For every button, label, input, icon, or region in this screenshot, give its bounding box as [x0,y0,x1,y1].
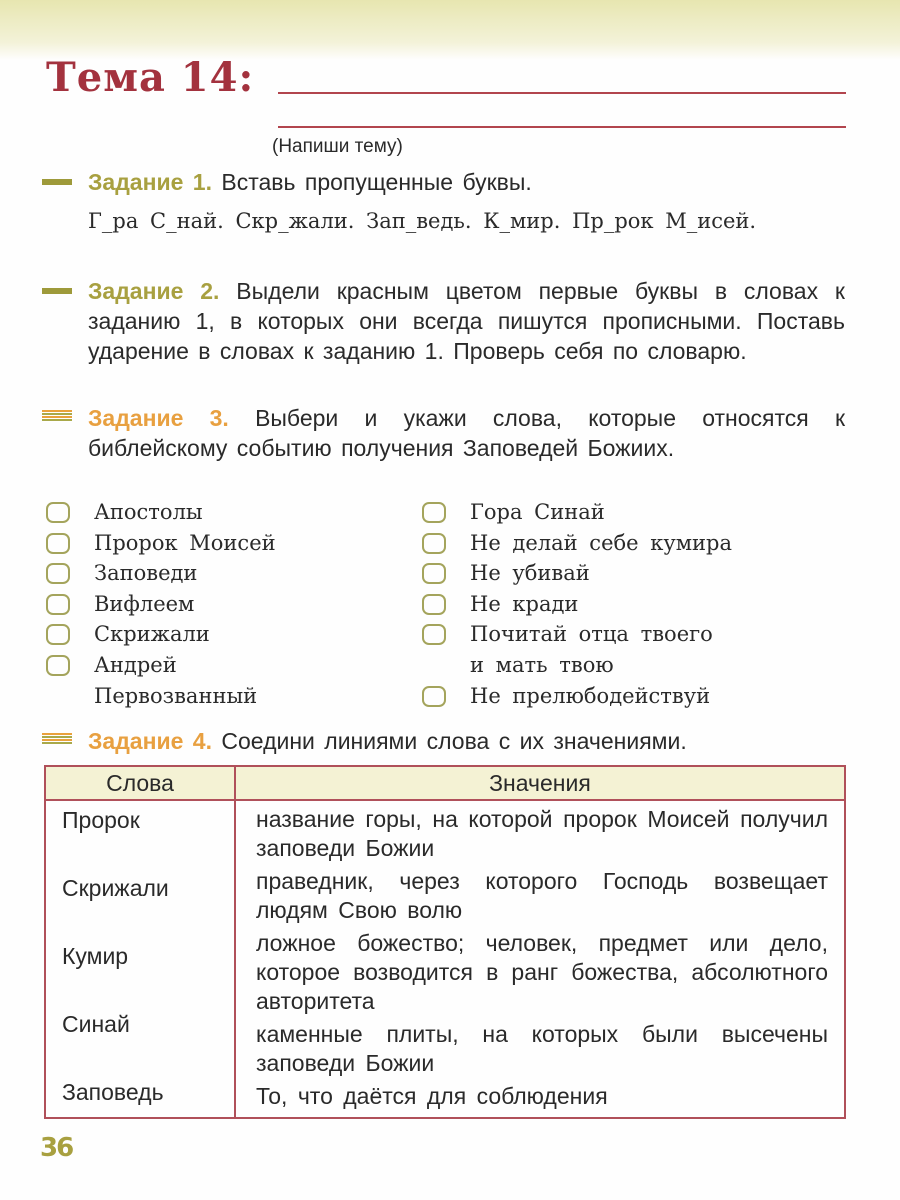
checkbox[interactable] [422,624,446,645]
task-marker [42,410,72,422]
task-text: Выбери и укажи слова, которые относятся к библейскому событию получения Заповедей Божиих. [88,405,846,461]
option-continuation: и мать твою [470,652,614,677]
option[interactable]: Почитай отца твоего [422,619,732,650]
task-text: Соедини линиями слова с их значениями. [221,728,687,754]
option[interactable]: Не делай себе кумира [422,528,732,559]
topic-hint: (Напиши тему) [272,136,403,157]
option[interactable]: Вифлеем [46,589,276,620]
word[interactable]: Заповедь [62,1079,164,1105]
options-right [422,497,732,711]
matching-table [44,765,846,1119]
page-title: Тема 14: [46,54,255,101]
task-marker [42,733,72,745]
checkbox[interactable] [46,533,70,554]
option[interactable]: Не кради [422,589,732,620]
meaning[interactable]: ложное божество; человек, предмет или дело, которое возводится в ранг божества, абсолютного авторитета [256,930,828,1014]
option[interactable]: Не убивай [422,558,732,589]
meaning[interactable]: То, что даётся для соблюдения [256,1083,608,1109]
task-text: Выдели красным цветом первые буквы в словах к заданию 1, в которых они всегда пишутся прописными. Поставь ударение в словах к заданию 1. Проверь себя по словарю. [88,278,845,364]
header-words: Слова [45,766,235,800]
task-marker [42,288,72,294]
checkbox[interactable] [46,594,70,615]
checkbox[interactable] [46,563,70,584]
meanings-column [235,800,845,1118]
option[interactable]: Не прелюбодействуй [422,681,732,712]
checkbox[interactable] [422,533,446,554]
task-label: Задание 3. [88,405,229,431]
word[interactable]: Пророк [62,807,140,833]
task-1-exercise: Г_ра С_най. Скр_жали. Зап_ведь. К_мир. Пр_рок М_исей. [88,209,757,233]
option[interactable]: Заповеди [46,558,276,589]
checkbox[interactable] [422,563,446,584]
checkbox[interactable] [46,655,70,676]
task-label: Задание 1. [88,169,212,195]
word[interactable]: Скрижали [62,875,169,901]
task-label: Задание 2. [88,278,220,304]
option[interactable]: Скрижали [46,619,276,650]
header-meanings: Значения [235,766,845,800]
checkbox[interactable] [46,624,70,645]
option[interactable]: Гора Синай [422,497,732,528]
topic-write-line [278,92,846,94]
task-3 [88,403,845,463]
task-text: Вставь пропущенные буквы. [221,169,532,195]
top-band [0,0,900,60]
page-number: 36 [40,1133,73,1163]
meaning[interactable]: праведник, через которого Господь возвещает людям Свою волю [256,868,828,923]
task-marker [42,179,72,185]
option[interactable]: Пророк Моисей [46,528,276,559]
option-continuation: Первозванный [94,683,258,708]
meaning[interactable]: название горы, на которой пророк Моисей получил заповеди Божии [256,806,828,861]
task-4 [88,726,850,756]
checkbox[interactable] [46,502,70,523]
topic-write-line [278,126,846,128]
task-2 [88,276,845,366]
task-1 [88,167,845,197]
options-left [46,497,276,711]
checkbox[interactable] [422,686,446,707]
meaning[interactable]: каменные плиты, на которых были высечены заповеди Божии [256,1021,828,1076]
checkbox[interactable] [422,594,446,615]
word[interactable]: Синай [62,1011,130,1037]
task-label: Задание 4. [88,728,212,754]
word[interactable]: Кумир [62,943,129,969]
option[interactable]: Андрей [46,650,276,681]
option[interactable]: Апостолы [46,497,276,528]
words-column [45,800,235,1118]
checkbox[interactable] [422,502,446,523]
